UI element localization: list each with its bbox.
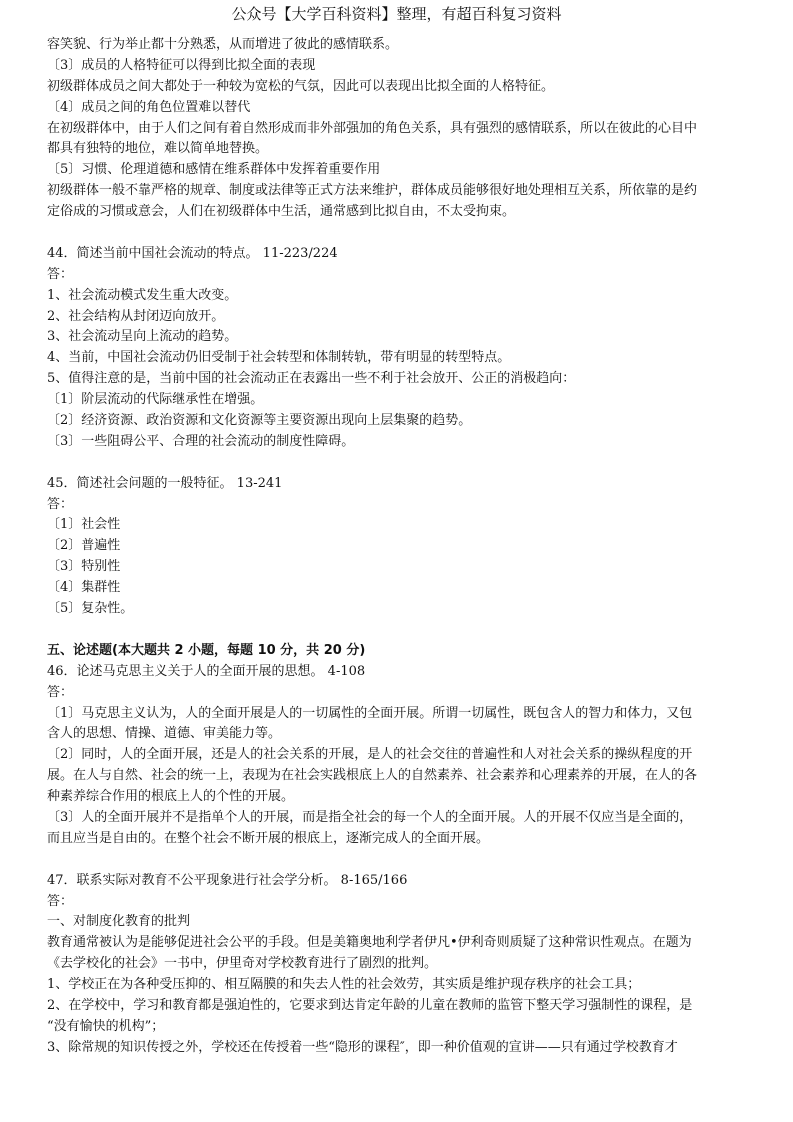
text-line: 《去学校化的社会》一书中，伊里奇对学校教育进行了剧烈的批判。 [47,956,438,972]
text-line: 一、对制度化教育的批判 [47,914,191,930]
text-line: 〔2〕经济资源、政治资源和文化资源等主要资源出现向上层集聚的趋势。 [47,413,472,429]
text-line: 〔5〕复杂性。 [47,601,134,617]
text-line: 而且应当是自由的。在整个社会不断开展的根底上，逐渐完成人的全面开展。 [47,830,490,846]
text-line: 在初级群体中，由于人们之间有着自然形成而非外部强加的角色关系，具有强烈的感情联系，所以在彼此的心目中 [47,120,698,136]
text-line: 展。在人与自然、社会的统一上，表现为在社会实践根底上人的自然素养、社会素养和心理素养的开展，在人的各 [47,768,698,784]
text-line: 〔4〕成员之间的角色位置难以替代 [47,99,251,115]
text-line: 初级群体一般不靠严格的规章、制度或法律等正式方法来维护，群体成员能够很好地处理相互关系，所依靠的是约 [47,183,698,199]
text-line: 45．简述社会问题的一般特征。 13-241 [47,475,283,491]
paragraph-gap [47,850,753,871]
section-heading: 五、论述题(本大题共 2 小题，每题 10 分，共 20 分) [47,642,366,658]
text-line: 〔1〕阶层流动的代际继承性在增强。 [47,392,264,408]
text-line: 〔2〕同时，人的全面开展，还是人的社会关系的开展，是人的社会交往的普遍性和人对社会关系的操纵程度的开 [47,747,693,763]
text-line: 2、社会结构从封闭迈向放开。 [47,308,225,324]
text-line: 答： [47,496,74,512]
paragraph-gap [47,223,753,244]
text-line: 3、除常规的知识传授之外，学校还在传授着一些“隐形的课程″，即一种价值观的宣讲——只有通过学校教育才 [47,1039,678,1055]
text-line: 容笑貌、行为举止都十分熟悉，从而增进了彼此的感情联系。 [47,37,399,52]
text-line: 含人的思想、情操、道德、审美能力等。 [47,726,282,742]
text-line: 46．论述马克思主义关于人的全面开展的思想。 4-108 [47,663,366,679]
text-line: 3、社会流动呈向上流动的趋势。 [47,329,238,345]
text-line: 4、当前，中国社会流动仍旧受制于社会转型和体制转轨，带有明显的转型特点。 [47,350,511,366]
page-header: 公众号【大学百科资料】整理，有超百科复习资料 [231,5,562,23]
text-line: 〔5〕习惯、伦理道德和感情在维系群体中发挥着重要作用 [47,162,381,178]
text-line: 定俗成的习惯或意会，人们在初级群体中生活，通常感到比拟自由，不太受拘束。 [47,204,516,220]
text-line: 〔4〕集群性 [47,580,121,596]
text-line: 47．联系实际对教育不公平现象进行社会学分析。 8-165/166 [47,872,408,888]
text-line: 〔3〕特别性 [47,559,121,575]
text-line: 〔3〕成员的人格特征可以得到比拟全面的表现 [47,57,316,73]
text-line: 〔1〕马克思主义认为，人的全面开展是人的一切属性的全面开展。所谓一切属性，既包含人的智力和体力，又包 [47,705,693,721]
text-line: 初级群体成员之间大都处于一种较为宽松的气氛，因此可以表现出比拟全面的人格特征。 [47,78,555,94]
text-line: 1、社会流动模式发生重大改变。 [47,287,238,303]
text-line: 〔3〕人的全面开展并不是指单个人的开展，而是指全社会的每一个人的全面开展。人的开展不仅应当是全面的， [47,809,693,825]
text-line: 〔1〕社会性 [47,517,121,533]
text-line: 种素养综合作用的根底上人的个性的开展。 [47,789,295,805]
text-line: “没有愉快的机构”； [47,1018,165,1034]
text-line: 教育通常被认为是能够促进社会公平的手段。但是美籍奥地利学者伊凡•伊利奇则质疑了这种常识性观点。在题为 [47,935,692,951]
paragraph-gap [47,620,753,641]
text-line: 答： [47,684,74,700]
text-line: 2、在学校中，学习和教育都是强迫性的，它要求到达肯定年龄的儿童在教师的监管下整天学习强制性的课程，是 [47,997,693,1013]
text-line: 44．简述当前中国社会流动的特点。 11-223/224 [47,245,338,261]
text-line: 都具有独特的地位，难以简单地替换。 [47,141,269,157]
text-line: 〔3〕一些阻碍公平、合理的社会流动的制度性障碍。 [47,433,355,449]
paragraph-gap [47,453,753,474]
text-line: 答： [47,893,74,909]
document-body [47,35,753,1059]
text-line: 1、学校正在为各种受压抑的、相互隔膜的和失去人性的社会效劳，其实质是维护现存秩序的社会工具； [47,977,641,993]
text-line: 〔2〕普遍性 [47,538,121,554]
text-line: 答： [47,266,74,282]
text-line: 5、值得注意的是，当前中国的社会流动正在表露出一些不利于社会放开、公正的消极趋向： [47,371,576,387]
